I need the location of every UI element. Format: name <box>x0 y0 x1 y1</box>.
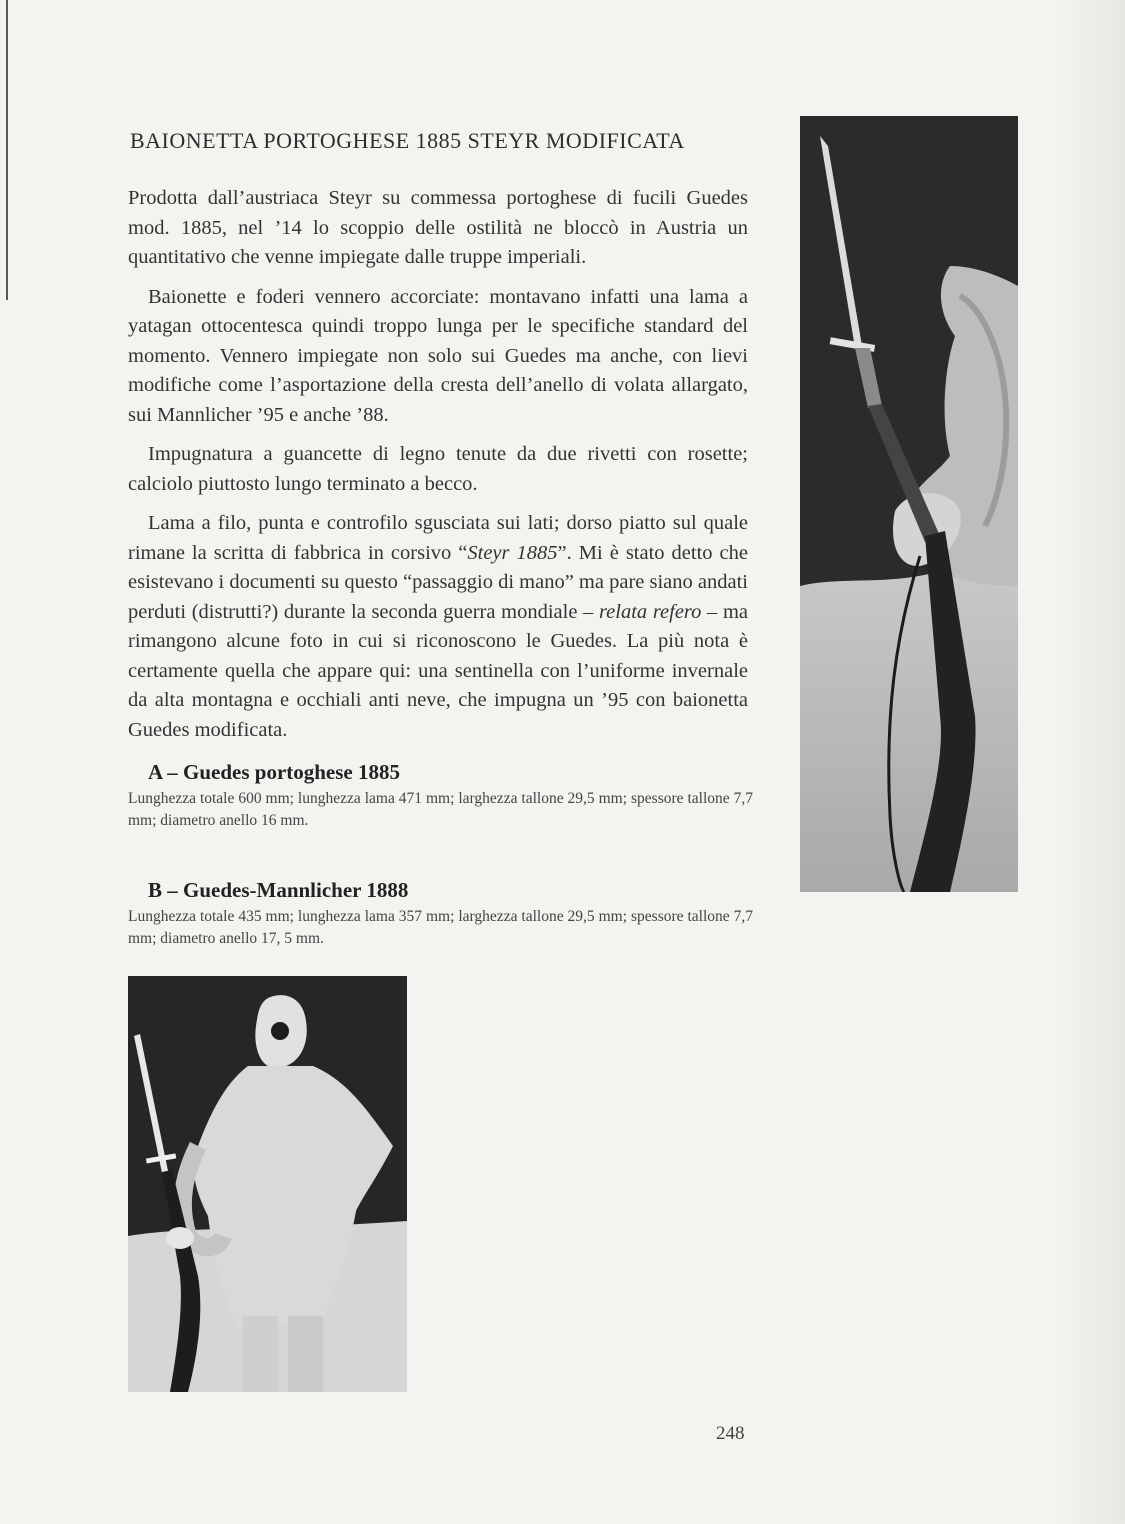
scan-shadow <box>1055 0 1125 1524</box>
paragraph-2: Baionette e foderi vennero accorciate: montavano infatti una lama a yatagan ottocentesca quindi troppo lunga per le specifiche standard del momento. Vennero impiegate non solo sui Guedes ma anche, con lievi modifiche come l’asportazione della cresta dell’anello di volata allargato, sui Mannlicher ’95 e anche ’88. <box>128 285 748 426</box>
paragraph-3: Impugnatura a guancette di legno tenute da due rivetti con rosette; calciolo piuttosto lungo terminato a becco. <box>128 443 748 495</box>
section-b-spec: Lunghezza totale 435 mm; lunghezza lama 357 mm; larghezza tallone 29,5 mm; spessore tallone 7,7 mm; diametro anello 17, 5 mm. <box>128 908 753 947</box>
paragraph-4-italic-relata: relata refero <box>598 600 702 623</box>
paragraph-4-italic-steyr: Steyr 1885 <box>467 541 558 564</box>
paragraph-4-part-b: ”. Mi è stato detto che esistevano i documenti su questo “passaggio di mano” ma pare siano andati perduti (distrutti?) durante la seconda guerra mondiale – <box>128 541 748 623</box>
section-b-heading: B – Guedes-Mannlicher 1888 <box>148 878 409 902</box>
paragraph-4-part-a: Lama a filo, punta e controfilo sgusciata sui lati; dorso piatto sul quale rimane la scritta di fabbrica in corsivo “ <box>128 512 748 564</box>
photo-bayonet-closeup <box>800 116 1018 892</box>
paragraph-1: Prodotta dall’austriaca Steyr su commessa portoghese di fucili Guedes mod. 1885, nel ’14 lo scoppio delle ostilità ne bloccò in Austria un quantitativo che venne impiegate dalle truppe imperiali. <box>128 187 748 268</box>
photo-sentinel-winter-uniform <box>128 976 407 1392</box>
section-a-spec: Lunghezza totale 600 mm; lunghezza lama 471 mm; larghezza tallone 29,5 mm; spessore tallone 7,7 mm; diametro anello 16 mm. <box>128 790 753 829</box>
page-edge-line <box>6 0 8 300</box>
section-a-heading: A – Guedes portoghese 1885 <box>148 760 400 784</box>
page-number: 248 <box>716 1423 745 1444</box>
paragraph-4 <box>128 509 748 745</box>
page-title: BAIONETTA PORTOGHESE 1885 STEYR MODIFICATA <box>130 128 685 153</box>
paragraph-4-part-c: – ma rimangono alcune foto in cui si riconoscono le Guedes. La più nota è certamente quella che appare qui: una sentinella con l’uniforme invernale da alta montagna e occhiali anti neve, che impugna un ’95 con baionetta Guedes modificata. <box>128 600 748 741</box>
section-a <box>128 760 753 832</box>
section-b <box>128 878 753 950</box>
body-text <box>128 184 748 755</box>
